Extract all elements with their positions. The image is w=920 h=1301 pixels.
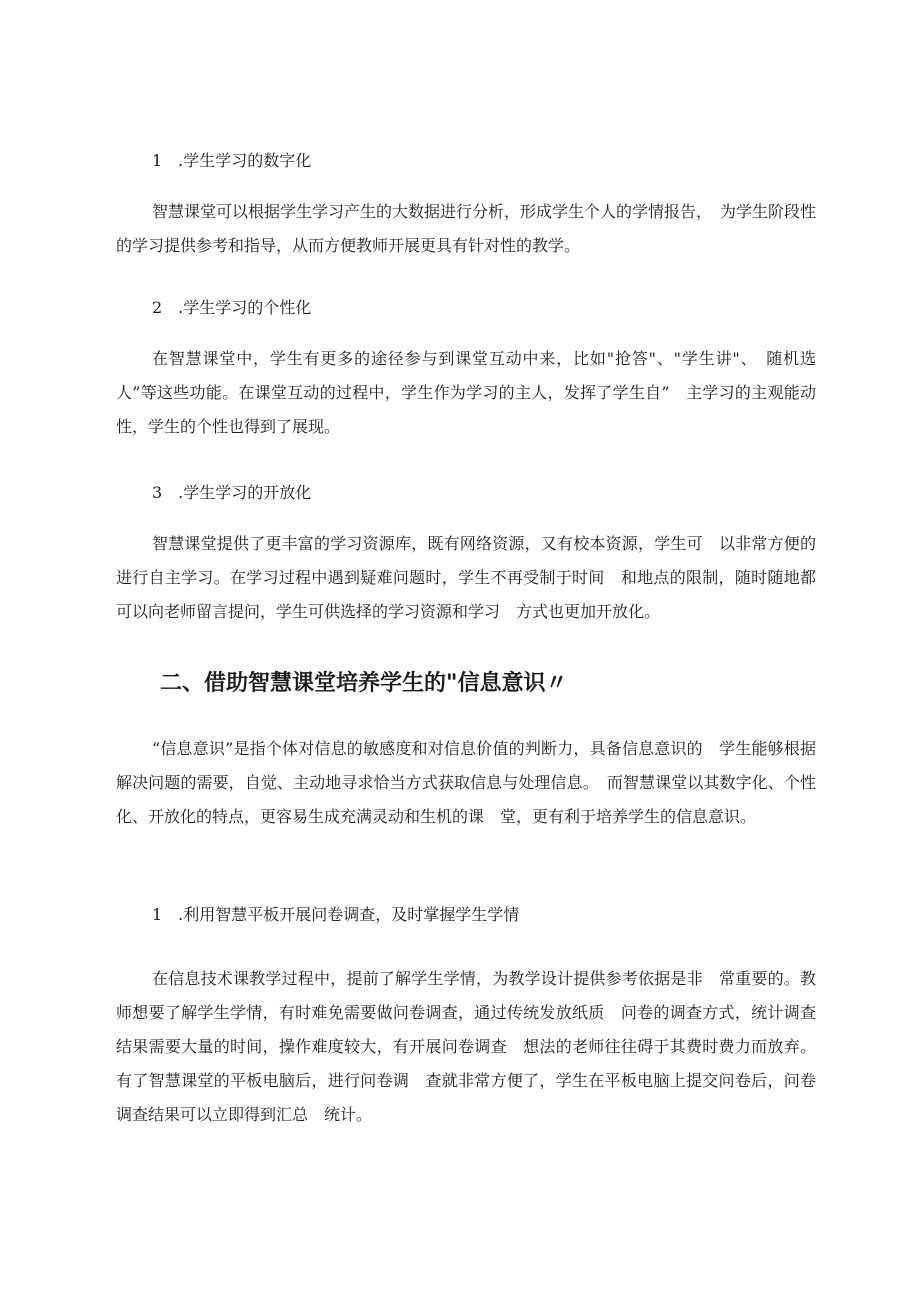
subheading-1: 1 .学生学习的数字化: [152, 151, 312, 170]
paragraph-1: 智慧课堂可以根据学生学习产生的大数据进行分析，形成学生个人的学情报告， 为学生阶段性的学习提供参考和指导，从而方便教师开展更具有针对性的教学。: [116, 202, 817, 255]
subheading-3: 3 .学生学习的开放化: [152, 483, 312, 502]
subheading-2: 2 .学生学习的个性化: [152, 298, 312, 317]
paragraph-2: 在智慧课堂中，学生有更多的途径参与到课堂互动中来，比如"抢答"、"学生讲"、 随机选人”等这些功能。在课堂互动的过程中，学生作为学习的主人，发挥了学生自” 主学习的主观能动性，学生的个性也得到了展现。: [116, 349, 816, 436]
paragraph-3: 智慧课堂提供了更丰富的学习资源库，既有网络资源，又有校本资源，学生可 以非常方便的进行自主学习。在学习过程中遇到疑难问题时，学生不再受制于时间 和地点的限制，随时随地都可以向老师留言提问，学生可供选择的学习资源和学习 方式也更加开放化。: [116, 534, 816, 621]
section-heading: 二、借助智慧课堂培养学生的"信息意识〃: [160, 670, 568, 696]
subheading-4: 1 .利用智慧平板开展问卷调查，及时掌握学生学情: [152, 905, 520, 924]
paragraph-4: “信息意识”是指个体对信息的敏感度和对信息价值的判断力，具备信息意识的 学生能够根据解决问题的需要，自觉、主动地寻求恰当方式获取信息与处理信息。 而智慧课堂以其数字化、个性化、开放化的特点，更容易生成充满灵动和生机的课 堂，更有利于培养学生的信息意识。: [116, 739, 816, 826]
paragraph-5: 在信息技术课教学过程中，提前了解学生学情，为教学设计提供参考依据是非 常重要的。教师想要了解学生学情，有时难免需要做问卷调查，通过传统发放纸质 问卷的调查方式，统计调查结果需要大量的时间，操作难度较大，有开展问卷调查 想法的老师往往碍于其费时费力而放弃。有了智慧课堂的平板电脑后，进行问卷调 查就非常方便了，学生在平板电脑上提交问卷后，问卷调查结果可以立即得到汇总 统计。: [116, 969, 816, 1124]
